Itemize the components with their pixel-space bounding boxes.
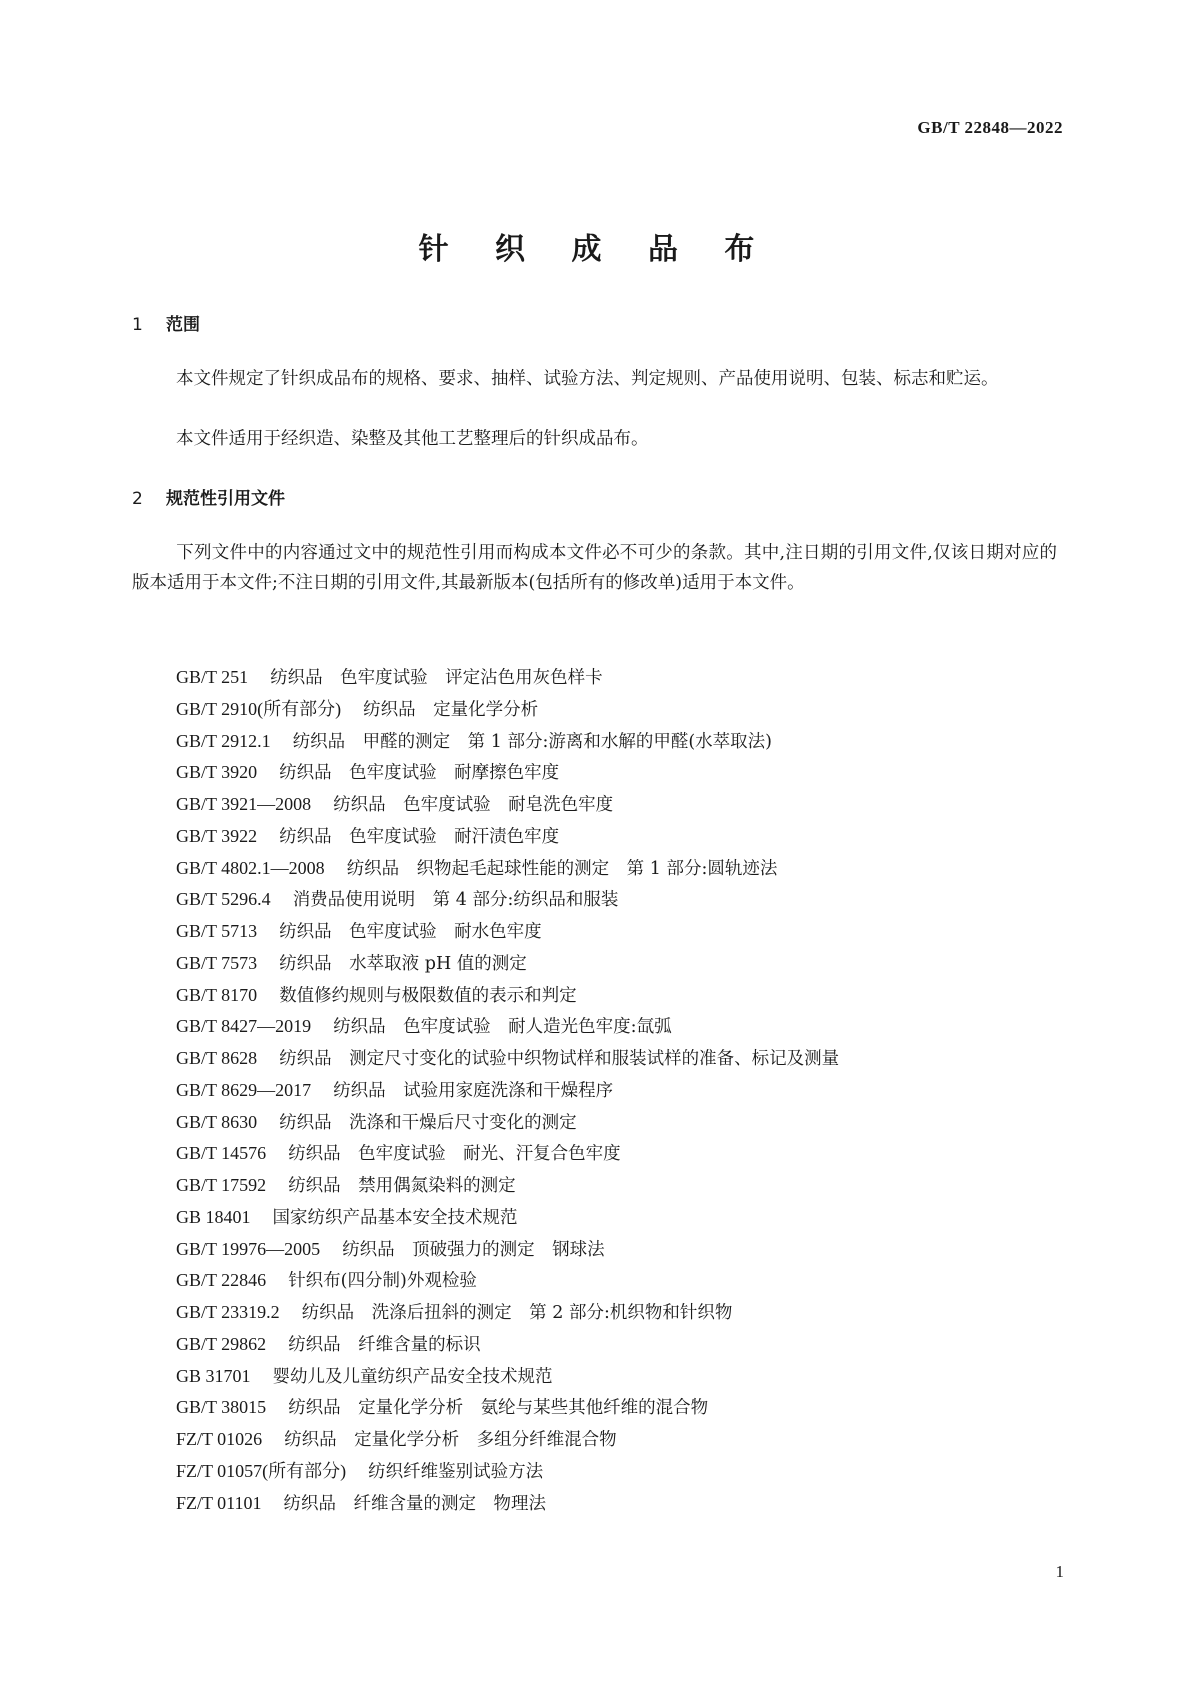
reference-item bbox=[176, 1392, 839, 1424]
reference-item bbox=[176, 821, 839, 853]
reference-title: 婴幼儿及儿童纺织产品安全技术规范 bbox=[272, 1366, 553, 1387]
reference-title: 纺织品 色牢度试验 耐皂洗色牢度 bbox=[333, 795, 614, 815]
reference-code: GB/T 29862 bbox=[176, 1333, 267, 1354]
reference-title: 纺织品 色牢度试验 耐汗渍色牢度 bbox=[279, 826, 560, 847]
reference-title: 纺织品 测定尺寸变化的试验中织物试样和服装试样的准备、标记及测量 bbox=[279, 1049, 840, 1069]
reference-item bbox=[176, 884, 839, 916]
reference-item bbox=[176, 980, 839, 1012]
reference-item bbox=[176, 662, 839, 694]
reference-item bbox=[176, 1329, 839, 1361]
reference-code: GB/T 38015 bbox=[176, 1397, 267, 1418]
reference-title: 纺织品 色牢度试验 耐光、汗复合色牢度 bbox=[288, 1144, 621, 1165]
reference-item bbox=[176, 1361, 839, 1393]
reference-title: 纺织品 水萃取液 pH 值的测定 bbox=[279, 953, 527, 974]
reference-item bbox=[176, 1011, 839, 1043]
reference-item bbox=[176, 1138, 839, 1170]
reference-title: 纺织品 定量化学分析 氨纶与某些其他纤维的混合物 bbox=[288, 1398, 709, 1419]
reference-title: 纺织品 洗涤后扭斜的测定 第 2 部分:机织物和针织物 bbox=[301, 1303, 733, 1323]
reference-title: 纺织品 试验用家庭洗涤和干燥程序 bbox=[333, 1080, 614, 1101]
section-heading-scope bbox=[132, 310, 200, 335]
reference-code: GB/T 2912.1 bbox=[176, 730, 271, 751]
document-title: 针 织 成 品 布 bbox=[418, 232, 773, 267]
reference-code: GB/T 8427—2019 bbox=[176, 1016, 312, 1037]
references-intro-paragraph: 下列文件中的内容通过文中的规范性引用而构成本文件必不可少的条款。其中,注日期的引用文件,仅该日期对应的版本适用于本文件;不注日期的引用文件,其最新版本(包括所有的修改单)适用于本文件。 bbox=[132, 543, 1057, 593]
page-number: 1 bbox=[1055, 1562, 1064, 1581]
reference-code: GB/T 5713 bbox=[176, 921, 258, 941]
reference-item bbox=[176, 1107, 839, 1139]
reference-title: 纺织品 定量化学分析 多组分纤维混合物 bbox=[284, 1430, 617, 1450]
reference-title: 纺织品 织物起毛起球性能的测定 第 1 部分:圆轨迹法 bbox=[346, 858, 778, 879]
reference-item bbox=[176, 1234, 839, 1266]
reference-code: GB/T 2910(所有部分) bbox=[176, 698, 342, 719]
reference-code: GB/T 5296.4 bbox=[176, 889, 271, 910]
reference-title: 国家纺织产品基本安全技术规范 bbox=[272, 1207, 518, 1228]
reference-title: 纺织品 洗涤和干燥后尺寸变化的测定 bbox=[279, 1112, 577, 1133]
section-number: 1 bbox=[132, 315, 143, 335]
reference-title: 纺织品 甲醛的测定 第 1 部分:游离和水解的甲醛(水萃取法) bbox=[292, 731, 772, 752]
reference-item bbox=[176, 1488, 839, 1520]
reference-item bbox=[176, 916, 839, 948]
reference-item bbox=[176, 789, 839, 821]
reference-title: 纺织纤维鉴别试验方法 bbox=[368, 1461, 544, 1482]
reference-item bbox=[176, 1265, 839, 1297]
reference-title: 纺织品 纤维含量的测定 物理法 bbox=[283, 1493, 547, 1514]
reference-code: GB/T 23319.2 bbox=[176, 1302, 280, 1322]
reference-code: GB/T 8628 bbox=[176, 1048, 258, 1068]
reference-code: GB 18401 bbox=[176, 1206, 251, 1227]
reference-item bbox=[176, 1202, 839, 1234]
scope-paragraph-1: 本文件规定了针织成品布的规格、要求、抽样、试验方法、判定规则、产品使用说明、包装、标志和贮运。 bbox=[176, 369, 999, 389]
reference-title: 纺织品 色牢度试验 耐水色牢度 bbox=[279, 922, 542, 942]
reference-item bbox=[176, 757, 839, 789]
reference-title: 纺织品 色牢度试验 评定沾色用灰色样卡 bbox=[270, 668, 603, 688]
reference-title: 针织布(四分制)外观检验 bbox=[288, 1271, 477, 1292]
reference-item bbox=[176, 1043, 839, 1075]
reference-code: GB/T 8630 bbox=[176, 1111, 258, 1132]
reference-code: FZ/T 01101 bbox=[176, 1492, 262, 1513]
scope-paragraph-2: 本文件适用于经织造、染整及其他工艺整理后的针织成品布。 bbox=[176, 429, 649, 449]
standard-code: GB/T 22848—2022 bbox=[917, 118, 1063, 137]
reference-code: GB 31701 bbox=[176, 1365, 251, 1386]
reference-item bbox=[176, 1424, 839, 1456]
reference-item bbox=[176, 1075, 839, 1107]
reference-list bbox=[176, 662, 839, 1519]
reference-code: FZ/T 01057(所有部分) bbox=[176, 1460, 347, 1481]
reference-item bbox=[176, 853, 839, 885]
section-heading-normative-references bbox=[132, 484, 285, 509]
reference-title: 纺织品 纤维含量的标识 bbox=[288, 1334, 481, 1355]
reference-item bbox=[176, 948, 839, 980]
section-title: 规范性引用文件 bbox=[166, 489, 285, 509]
reference-code: GB/T 17592 bbox=[176, 1175, 267, 1195]
reference-item bbox=[176, 694, 839, 726]
section-number: 2 bbox=[132, 489, 143, 509]
reference-code: GB/T 7573 bbox=[176, 952, 258, 973]
reference-code: GB/T 8170 bbox=[176, 984, 258, 1005]
reference-code: GB/T 3922 bbox=[176, 825, 258, 846]
reference-title: 纺织品 禁用偶氮染料的测定 bbox=[288, 1176, 516, 1196]
reference-title: 数值修约规则与极限数值的表示和判定 bbox=[279, 985, 577, 1006]
reference-title: 纺织品 顶破强力的测定 钢球法 bbox=[342, 1239, 605, 1260]
reference-code: GB/T 3921—2008 bbox=[176, 794, 312, 814]
reference-title: 纺织品 色牢度试验 耐人造光色牢度:氙弧 bbox=[333, 1017, 672, 1038]
reference-title: 纺织品 定量化学分析 bbox=[363, 699, 539, 720]
reference-code: GB/T 19976—2005 bbox=[176, 1238, 321, 1259]
section-title: 范围 bbox=[166, 315, 200, 335]
reference-title: 消费品使用说明 第 4 部分:纺织品和服装 bbox=[292, 890, 619, 911]
reference-code: GB/T 8629—2017 bbox=[176, 1079, 312, 1100]
reference-item bbox=[176, 1297, 839, 1329]
reference-code: GB/T 251 bbox=[176, 667, 249, 687]
reference-item bbox=[176, 1170, 839, 1202]
reference-code: GB/T 3920 bbox=[176, 762, 258, 783]
reference-code: GB/T 4802.1—2008 bbox=[176, 857, 325, 878]
reference-title: 纺织品 色牢度试验 耐摩擦色牢度 bbox=[279, 763, 560, 784]
reference-code: GB/T 14576 bbox=[176, 1143, 267, 1164]
reference-item bbox=[176, 1456, 839, 1488]
reference-code: FZ/T 01026 bbox=[176, 1429, 263, 1449]
reference-code: GB/T 22846 bbox=[176, 1270, 267, 1291]
reference-item bbox=[176, 726, 839, 758]
